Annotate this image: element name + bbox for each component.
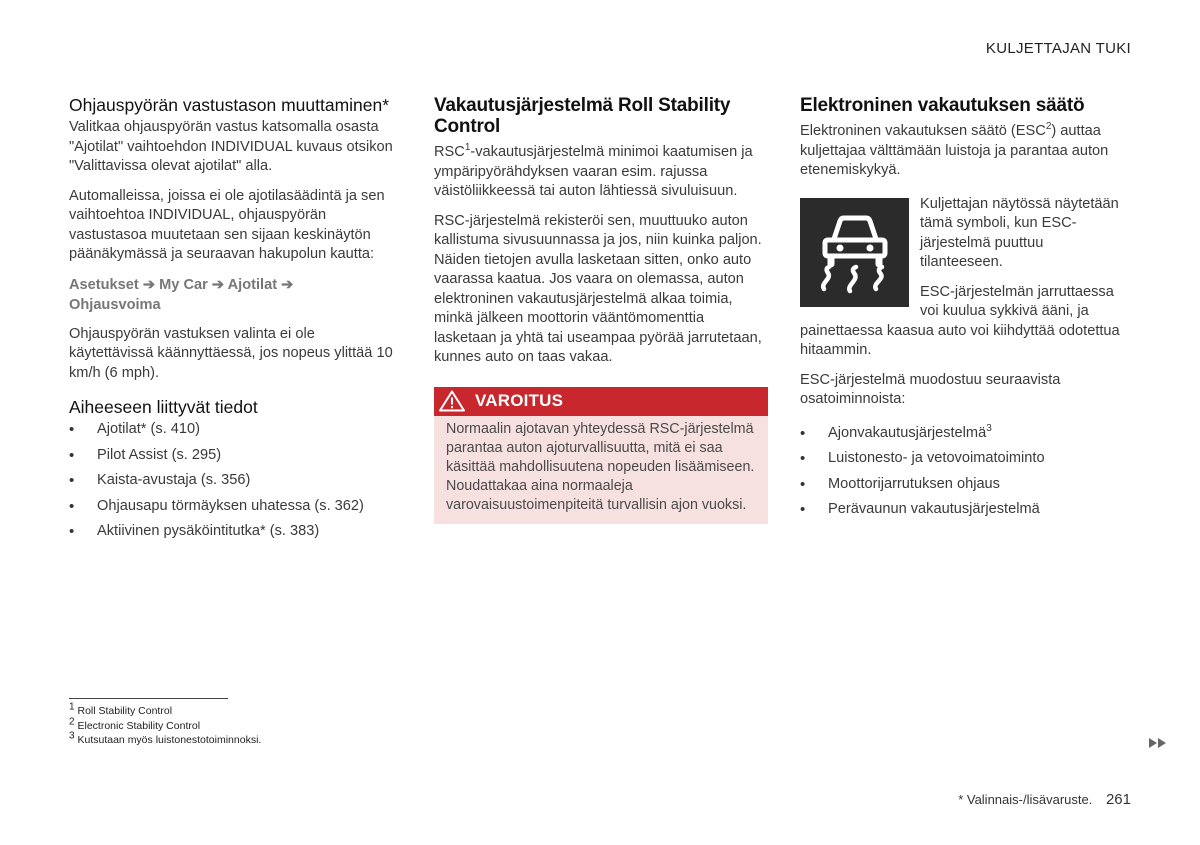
rsc-heading: Vakautusjärjestelmä Roll Stability Control (434, 95, 731, 137)
footnote-ref: 3 (986, 422, 992, 434)
steering-heading: Ohjauspyörän vastustason muuttaminen* (69, 95, 390, 115)
menu-path (69, 275, 395, 315)
steering-para-1: Valitkaa ohjauspyörän vastus katsomalla osasta "Ajotilat" vaihtoehdon INDIVIDUAL kuvaus otsikon "Valittavissa olevat ajotilat" alla. (69, 119, 393, 174)
footnote: $^1$ Roll Stability Control (69, 701, 173, 717)
related-link[interactable]: • Ajotilat* (s. 410) (69, 420, 395, 440)
next-page-icon[interactable] (1148, 737, 1168, 749)
related-link[interactable]: • Aktiivinen pysäköintitutka* (s. 383) (69, 522, 395, 542)
footnote: $^3$ Kutsutaan myös luistonestotoiminnoksi. (69, 730, 262, 746)
column-esc (800, 95, 1130, 526)
page-number: 261 (1105, 791, 1131, 808)
list-item: • Luistonesto- ja vetovoimatoiminto (800, 449, 1130, 469)
list-item: • Moottorijarrutuksen ohjaus (800, 475, 1130, 495)
list-item: • Ajonvakautusjärjestelmä$^3$ (800, 424, 1130, 444)
related-list (69, 420, 395, 542)
esc-para-4: ESC-järjestelmä muodostuu seuraavista osatoiminnoista: (800, 371, 1061, 407)
steering-para-3: Ohjauspyörän vastuksen valinta ei ole käytettävissä käännyttäessä, jos nopeus ylittää 10 km/h (6 mph). (69, 325, 393, 381)
related-link[interactable]: • Kaista-avustaja (s. 356) (69, 471, 395, 491)
section-header: KULJETTAJAN TUKI (985, 40, 1131, 57)
skid-car-icon (810, 207, 900, 297)
related-link[interactable]: • Ohjausapu törmäyksen uhatessa (s. 362) (69, 497, 395, 517)
arrow-right-icon: ➔ (142, 276, 156, 293)
page-footer (958, 791, 1131, 808)
rsc-para-1: RSC$^1$-vakautusjärjestelmä minimoi kaatumisen ja ympäripyörähdyksen vaaran esim. rajussa väistöliikkeessä tai auton lähtiessä sivuluisuun. (434, 142, 753, 199)
column-rsc (434, 95, 768, 524)
esc-para-3: ESC-järjestelmän jarruttaessa voi kuulua sykkivä ääni, ja painettaessa kaasua auto voi kiihdyttää odotettua hitaammin. (800, 283, 1120, 358)
esc-function-list (800, 424, 1130, 520)
warning-box (434, 387, 768, 524)
path-step: My Car (159, 276, 208, 293)
optional-equipment-note: * Valinnais-/lisävaruste. (958, 792, 1093, 807)
warning-text: Normaalin ajotavan yhteydessä RSC-järjestelmä parantaa auton ajoturvallisuutta, mitä ei saa käsittää mahdollisuutena nopeuden lisäämiseen. Noudattakaa aina normaaleja varovaisuustoimenpiteitä turvallisin ajon vuoksi. (446, 420, 755, 513)
footnote-ref: 2 (1045, 121, 1052, 133)
warning-header (434, 387, 768, 416)
warning-triangle-icon (439, 390, 465, 412)
list-item: • Perävaunun vakautusjärjestelmä (800, 500, 1130, 520)
warning-title: VAROITUS (475, 391, 564, 410)
column-steering (69, 95, 395, 548)
arrow-right-icon: ➔ (281, 276, 294, 293)
arrow-right-icon: ➔ (211, 276, 225, 293)
path-step: Ajotilat (227, 276, 278, 293)
related-heading: Aiheeseen liittyvät tiedot (69, 397, 258, 417)
related-link[interactable]: • Pilot Assist (s. 295) (69, 446, 395, 466)
esc-skid-car-icon (800, 198, 909, 307)
footnote-ref: 1 (464, 142, 471, 154)
path-step: Asetukset (69, 276, 139, 293)
esc-para-2: Kuljettajan näytössä näytetään tämä symboli, kun ESC-järjestelmä puuttuu tilanteeseen. (920, 195, 1119, 270)
rsc-para-2: RSC-järjestelmä rekisteröi sen, muuttuuko auton kallistuma sivusuunnassa ja jos, niin kuinka paljon. Näiden tietojen avulla lasketaan sitten, onko auto vaarassa kaatua. Jos vaara on olemassa, auton elektroninen vakautusjärjestelmä alkaa toimia, minkä jälkeen moottorin vääntömomenttia lasketaan ja yhtä tai useampaa pyörää jarrutetaan, kunnes auto on taas vakaa. (434, 212, 762, 365)
path-step: Ohjausvoima (69, 296, 161, 313)
steering-para-2: Automalleissa, joissa ei ole ajotilasäädintä ja sen vaihtoehtoa INDIVIDUAL, ohjauspyörän vastustasoa muutetaan sen sijaan keskinäytön päänäkymässä ja seuraavan hakupolun kautta: (69, 187, 385, 262)
esc-heading: Elektroninen vakautuksen säätö (800, 95, 1085, 116)
footnote: $^2$ Electronic Stability Control (69, 716, 201, 732)
footnote-rule (69, 698, 228, 699)
esc-para-1: Elektroninen vakautuksen säätö (ESC$^2$) auttaa kuljettajaa välttämään luistoja ja parantaa auton etenemiskykyä. (800, 121, 1109, 178)
footnotes (69, 698, 261, 748)
